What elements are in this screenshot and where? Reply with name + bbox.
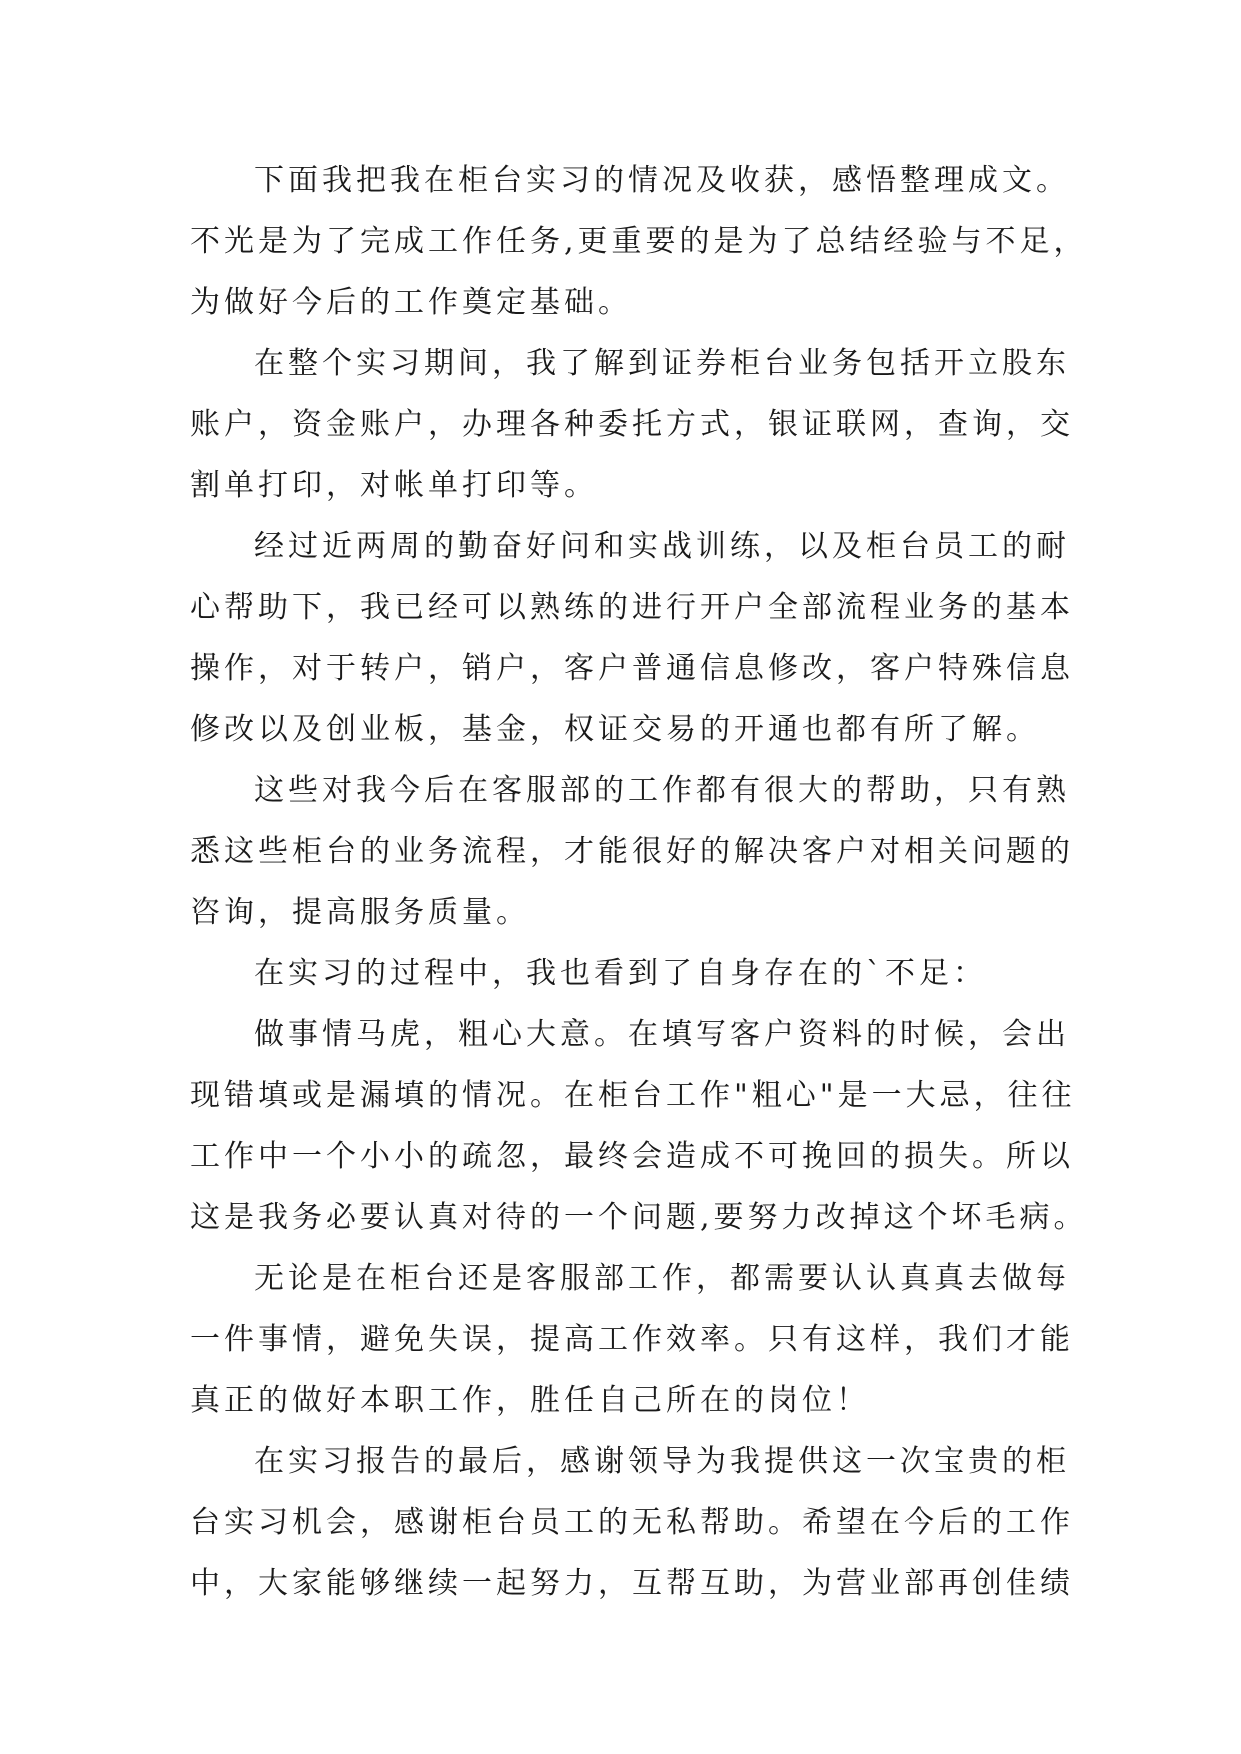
text-line: 在整个实习期间，我了解到证券柜台业务包括开立股东: [254, 346, 1070, 381]
text-line: 这些对我今后在客服部的工作都有很大的帮助，只有熟: [254, 773, 1070, 808]
text-line: 工作中一个小小的疏忽，最终会造成不可挽回的损失。所以: [190, 1139, 1074, 1174]
text-line: 一件事情，避免失误，提高工作效率。只有这样，我们才能: [190, 1322, 1074, 1357]
text-line: 咨询，提高服务质量。: [190, 895, 530, 930]
document-body: [190, 150, 1088, 1614]
text-line: 做事情马虎，粗心大意。在填写客户资料的时候，会出: [254, 1017, 1070, 1052]
text-line: 无论是在柜台还是客服部工作，都需要认认真真去做每: [254, 1261, 1070, 1296]
text-line: 台实习机会，感谢柜台员工的无私帮助。希望在今后的工作: [190, 1505, 1074, 1540]
paragraph: [190, 943, 1070, 1004]
paragraph: [190, 760, 1074, 943]
text-line: 在实习报告的最后，感谢领导为我提供这一次宝贵的柜: [254, 1444, 1070, 1479]
text-line: 修改以及创业板，基金，权证交易的开通也都有所了解。: [190, 712, 1040, 747]
text-line: 下面我把我在柜台实习的情况及收获，感悟整理成文。: [254, 163, 1070, 198]
paragraph: [190, 1431, 1074, 1614]
text-line: 这是我务必要认真对待的一个问题,要努力改掉这个坏毛病。: [190, 1200, 1088, 1235]
text-line: 现错填或是漏填的情况。在柜台工作"粗心"是一大忌，往往: [190, 1078, 1076, 1113]
text-line: 账户，资金账户，办理各种委托方式，银证联网，查询，交: [190, 407, 1074, 442]
text-line: 在实习的过程中，我也看到了自身存在的`不足：: [254, 956, 987, 991]
paragraph: [190, 516, 1074, 760]
text-line: 中，大家能够继续一起努力，互帮互助，为营业部再创佳绩: [190, 1566, 1074, 1601]
text-line: 操作，对于转户，销户，客户普通信息修改，客户特殊信息: [190, 651, 1074, 686]
text-line: 心帮助下，我已经可以熟练的进行开户全部流程业务的基本: [190, 590, 1074, 625]
paragraph: [190, 1004, 1088, 1248]
text-line: 经过近两周的勤奋好问和实战训练，以及柜台员工的耐: [254, 529, 1070, 564]
text-line: 不光是为了完成工作任务,更重要的是为了总结经验与不足，: [190, 224, 1088, 259]
paragraph: [190, 333, 1074, 516]
text-line: 为做好今后的工作奠定基础。: [190, 285, 632, 320]
text-line: 真正的做好本职工作，胜任自己所在的岗位！: [190, 1383, 870, 1418]
text-line: 割单打印，对帐单打印等。: [190, 468, 598, 503]
text-line: 悉这些柜台的业务流程，才能很好的解决客户对相关问题的: [190, 834, 1074, 869]
paragraph: [190, 1248, 1074, 1431]
paragraph: [190, 150, 1088, 333]
